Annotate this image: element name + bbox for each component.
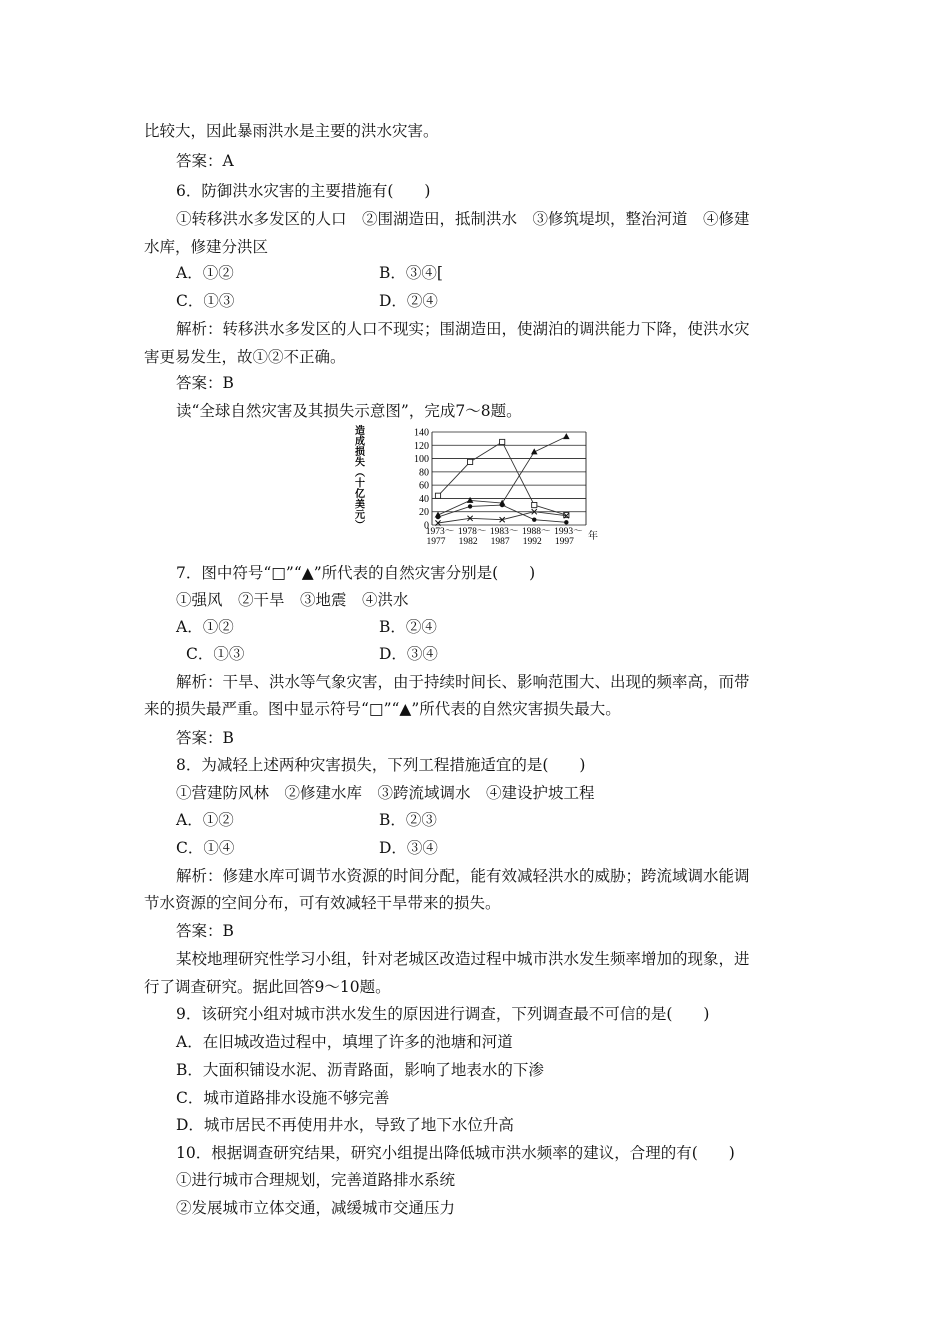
question-6-statements: ①转移洪水多发区的人口 ②围湖造田，抵制洪水 ③修筑堤坝，整治河道 ④修建 — [176, 210, 750, 228]
x-tick-label: 1988～ — [521, 527, 551, 537]
option-c: C．①④ — [176, 839, 235, 857]
y-tick-label: 40 — [419, 493, 429, 505]
x-tick-label: 1993～ — [554, 527, 583, 537]
answer-line: 答案：B — [176, 922, 234, 940]
option-c: C．①③ — [176, 292, 235, 310]
dot-marker — [532, 517, 536, 521]
y-axis-label-char: 十 — [355, 478, 365, 490]
dot-marker — [436, 515, 440, 519]
option-b: B．②③ — [379, 811, 437, 829]
y-axis-label-char: 失 — [355, 457, 365, 469]
y-tick-label: 100 — [414, 454, 429, 466]
answer-line: 答案：A — [176, 152, 234, 170]
x-axis-label: 年 — [588, 531, 598, 542]
option-c: C．①③ — [186, 645, 245, 663]
y-axis-label-char: 造 — [355, 426, 365, 437]
option-b: B．大面积铺设水泥、沥青路面，影响了地表水的下渗 — [176, 1061, 544, 1079]
question-8: 8．为减轻上述两种灾害损失，下列工程措施适宜的是( ) — [176, 756, 586, 774]
option-d: D．③④ — [379, 645, 438, 663]
option-a: A．①② — [176, 811, 234, 829]
x-tick-label: 1973～ — [425, 527, 455, 537]
x-tick-label: 1982 — [458, 537, 478, 547]
question-7-statements: ①强风 ②干旱 ③地震 ④洪水 — [176, 591, 409, 609]
y-axis-label-char: 成 — [355, 436, 365, 448]
explanation-line: 解析：转移洪水多发区的人口不现实；围湖造田，使湖泊的调洪能力下降，使洪水灾 — [176, 320, 750, 338]
explanation-line: 来的损失最严重。图中显示符号“□”“▲”所代表的自然灾害损失最大。 — [144, 700, 621, 718]
question-6-statements-cont: 水库，修建分洪区 — [144, 238, 269, 256]
x-tick-label: 1977 — [426, 537, 446, 547]
question-10: 10．根据调查研究结果，研究小组提出降低城市洪水频率的建议，合理的有( ) — [176, 1144, 735, 1162]
square-marker — [467, 459, 472, 464]
y-tick-labels — [414, 428, 429, 532]
question-9: 9．该研究小组对城市洪水发生的原因进行调查，下列调查最不可信的是( ) — [176, 1005, 710, 1023]
option-a: A．在旧城改造过程中，填埋了许多的池塘和河道 — [176, 1033, 513, 1051]
option-d: D．城市居民不再使用井水，导致了地下水位升高 — [176, 1116, 514, 1134]
explanation-line: 解析：干旱、洪水等气象灾害，由于持续时间长、影响范围大、出现的频率高，而带 — [176, 673, 750, 691]
y-tick-label: 20 — [419, 507, 429, 519]
disaster-loss-chart — [352, 424, 612, 552]
triangle-marker — [467, 497, 474, 503]
question-10-statement: ①进行城市合理规划，完善道路排水系统 — [176, 1171, 456, 1189]
x-tick-labels — [426, 527, 583, 547]
answer-line: 答案：B — [176, 374, 234, 392]
option-d: D．③④ — [379, 839, 438, 857]
dot-marker — [500, 503, 504, 507]
intro-line: 某校地理研究性学习小组，针对老城区改造过程中城市洪水发生频率增加的现象，进 — [176, 950, 750, 968]
y-tick-label: 80 — [419, 467, 429, 479]
option-d: D．②④ — [379, 292, 438, 310]
x-tick-label: 1983～ — [489, 527, 519, 537]
x-tick-label: 1992 — [522, 537, 542, 547]
x-tick-label: 1997 — [554, 537, 574, 547]
y-axis-label-char: 亿 — [355, 489, 365, 500]
y-axis-label-char: 美 — [355, 499, 365, 511]
y-tick-label: 0 — [424, 520, 429, 532]
square-marker — [500, 439, 505, 444]
triangle-marker — [563, 433, 570, 439]
reading-prompt: 读“全球自然灾害及其损失示意图”，完成7～8题。 — [176, 402, 522, 420]
y-tick-label: 140 — [414, 427, 429, 439]
answer-line: 答案：B — [176, 729, 234, 747]
question-7: 7．图中符号“□”“▲”所代表的自然灾害分别是( ) — [176, 564, 536, 582]
y-tick-label: 60 — [419, 480, 429, 492]
y-tick-label: 120 — [414, 440, 429, 452]
x-tick-label: 1987 — [490, 537, 510, 547]
triangle-marker — [531, 448, 538, 454]
square-marker — [435, 493, 440, 498]
dot-marker — [468, 504, 472, 508]
y-axis-label-char: 损 — [355, 447, 365, 458]
y-axis-label — [355, 424, 365, 532]
y-axis-label-char: 元 — [355, 510, 365, 521]
dot-marker — [564, 520, 568, 524]
y-axis-label-char: ︶ — [355, 520, 365, 532]
explanation-line: 节水资源的空间分布，可有效减轻干旱带来的损失。 — [144, 894, 501, 912]
intro-line: 行了调查研究。据此回答9～10题。 — [144, 978, 391, 996]
question-10-statement: ②发展城市立体交通，减缓城市交通压力 — [176, 1199, 456, 1217]
y-axis-label-char: ︵ — [355, 468, 365, 479]
option-a: A．①② — [176, 618, 234, 636]
option-b: B．③④[ — [379, 264, 443, 282]
question-8-statements: ①营建防风林 ②修建水库 ③跨流域调水 ④建设护坡工程 — [176, 784, 595, 802]
x-tick-label: 1978～ — [457, 527, 487, 537]
question-6: 6．防御洪水灾害的主要措施有( ) — [176, 182, 431, 200]
explanation-line: 害更易发生，故①②不正确。 — [144, 348, 346, 366]
option-b: B．②④ — [379, 618, 437, 636]
option-a: A．①② — [176, 264, 234, 282]
series-line — [438, 512, 566, 523]
square-marker — [532, 502, 537, 507]
text-line: 比较大，因此暴雨洪水是主要的洪水灾害。 — [144, 122, 439, 140]
option-c: C．城市道路排水设施不够完善 — [176, 1089, 390, 1107]
explanation-line: 解析：修建水库可调节水资源的时间分配，能有效减轻洪水的威胁；跨流域调水能调 — [176, 867, 750, 885]
